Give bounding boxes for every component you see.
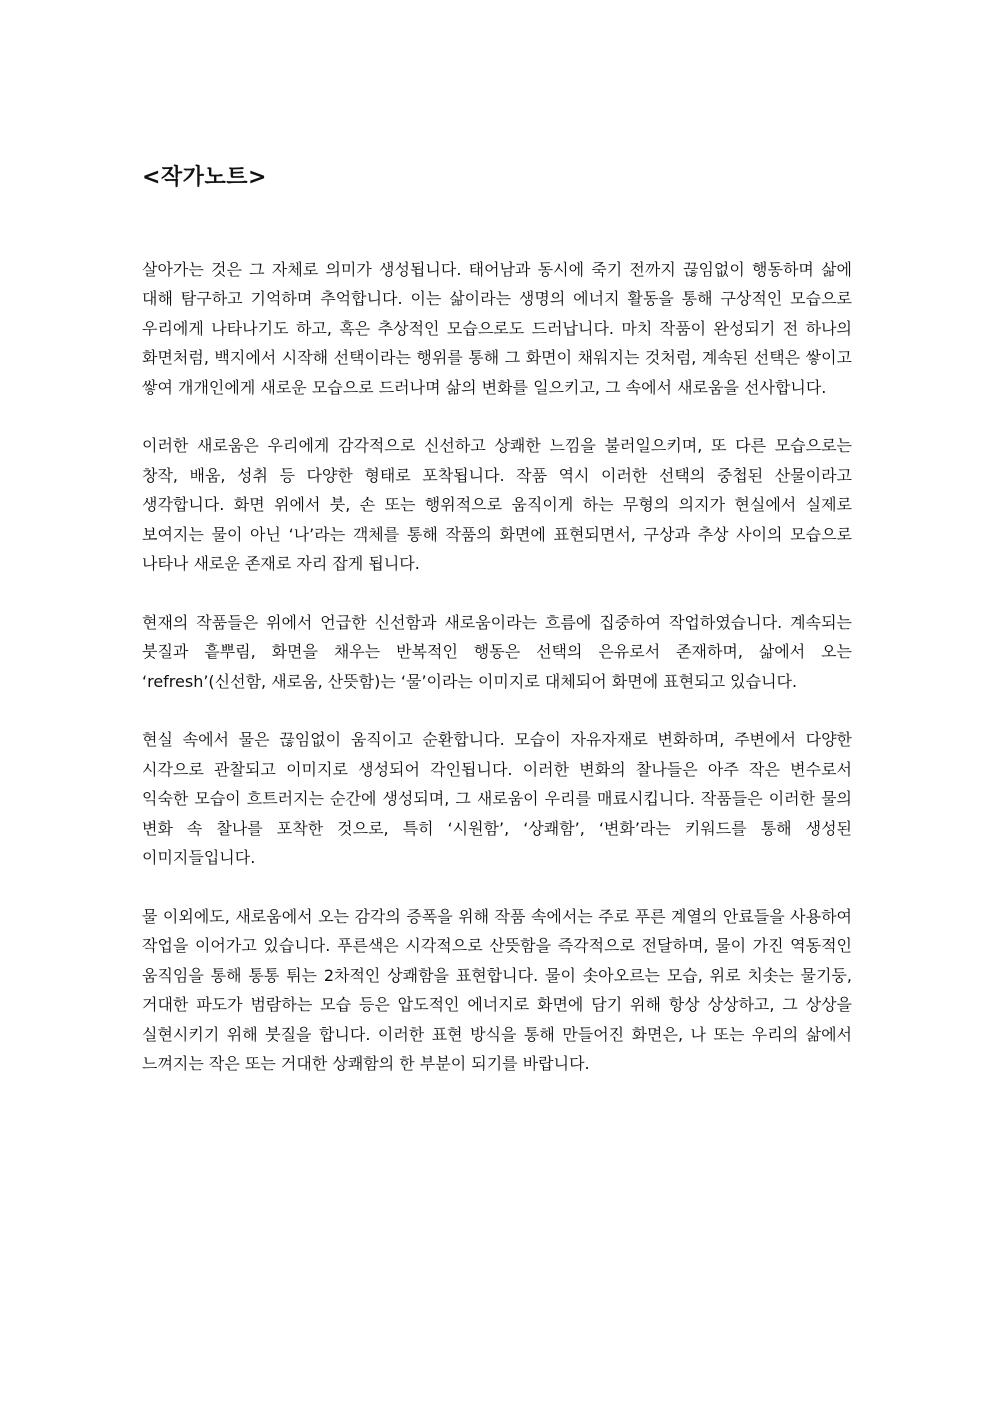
paragraph-5: 물 이외에도, 새로움에서 오는 감각의 증폭을 위해 작품 속에서는 주로 푸른 계열의 안료들을 사용하여 작업을 이어가고 있습니다. 푸른색은 시각적으로 산뜻함을 즉각적으로 전달하며, 물이 가진 역동적인 움직임을 통해 통통 튀는 2차적인 상쾌함을 표현합니다. 물이 솟아오르는 모습, 위로 치솟는 물기둥, 거대한 파도가 범람하는 모습 등은 압도적인 에너지로 화면에 담기 위해 항상 상상하고, 그 상상을 실현시키기 위해 붓질을 합니다. 이러한 표현 방식을 통해 만들어진 화면은, 나 또는 우리의 삶에서 느껴지는 작은 또는 거대한 상쾌함의 한 부분이 되기를 바랍니다.: [142, 906, 852, 1073]
document-title: <작가노트>: [142, 165, 267, 190]
document-body: [142, 255, 852, 1108]
paragraph-4: 현실 속에서 물은 끊임없이 움직이고 순환합니다. 모습이 자유자재로 변화하며, 주변에서 다양한 시각으로 관찰되고 이미지로 생성되어 각인됩니다. 이러한 변화의 찰나들은 아주 작은 변수로서 익숙한 모습이 흐트러지는 순간에 생성되며, 그 새로움이 우리를 매료시킵니다. 작품들은 이러한 물의 변화 속 찰나를 포착한 것으로, 특히 ‘시원함’, ‘상쾌함’, ‘변화’라는 키워드를 통해 생성된 이미지들입니다.: [142, 730, 852, 868]
paragraph-3: 현재의 작품들은 위에서 언급한 신선함과 새로움이라는 흐름에 집중하여 작업하였습니다. 계속되는 붓질과 흩뿌림, 화면을 채우는 반복적인 행동은 선택의 은유로서 존재하며, 삶에서 오는 ‘refresh’(신선함, 새로움, 산뜻함)는 ‘물’이라는 이미지로 대체되어 화면에 표현되고 있습니다.: [142, 612, 852, 691]
paragraph-2: 이러한 새로움은 우리에게 감각적으로 신선하고 상쾌한 느낌을 불러일으키며, 또 다른 모습으로는 창작, 배움, 성취 등 다양한 형태로 포착됩니다. 작품 역시 이러한 선택의 중첩된 산물이라고 생각합니다. 화면 위에서 붓, 손 또는 행위적으로 움직이게 하는 무형의 의지가 현실에서 실제로 보여지는 물이 아닌 ‘나’라는 객체를 통해 작품의 화면에 표현되면서, 구상과 추상 사이의 모습으로 나타나 새로운 존재로 자리 잡게 됩니다.: [142, 436, 852, 574]
paragraph-1: 살아가는 것은 그 자체로 의미가 생성됩니다. 태어남과 동시에 죽기 전까지 끊임없이 행동하며 삶에 대해 탐구하고 기억하며 추억합니다. 이는 삶이라는 생명의 에너지 활동을 통해 구상적인 모습으로 우리에게 나타나기도 하고, 혹은 추상적인 모습으로도 드러납니다. 마치 작품이 완성되기 전 하나의 화면처럼, 백지에서 시작해 선택이라는 행위를 통해 그 화면이 채워지는 것처럼, 계속된 선택은 쌓이고 쌓여 개개인에게 새로운 모습으로 드러나며 삶의 변화를 일으키고, 그 속에서 새로움을 선사합니다.: [142, 260, 852, 397]
